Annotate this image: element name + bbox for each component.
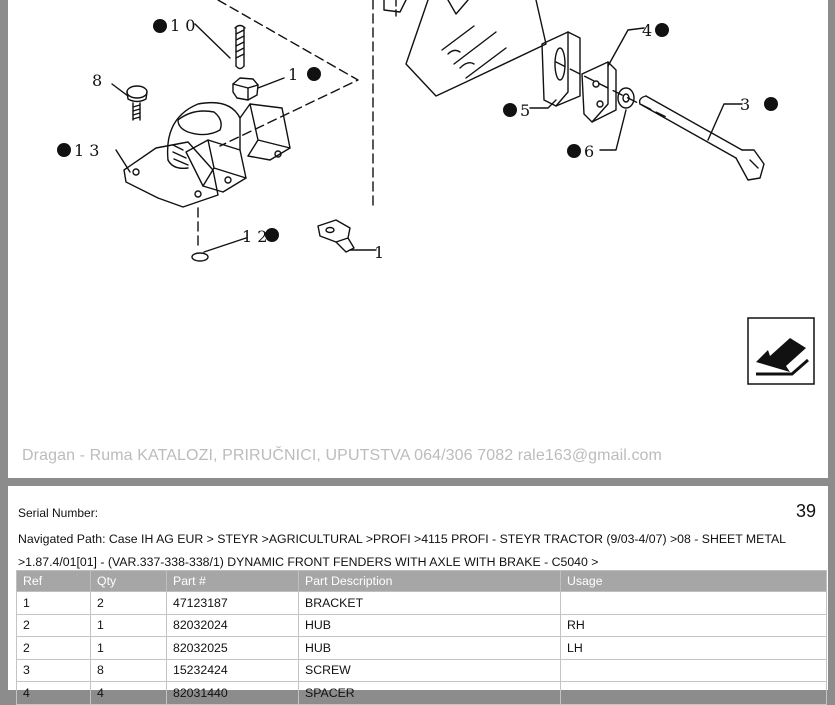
- callout-bullet: [307, 67, 321, 81]
- table-row: [17, 659, 827, 682]
- table-row: [17, 592, 827, 615]
- cell-part-number: 82032025: [167, 637, 299, 660]
- table-row: [17, 682, 827, 705]
- exploded-parts-diagram: [8, 0, 828, 478]
- table-row: [17, 614, 827, 637]
- plate-part: [582, 62, 616, 122]
- nut-part: [233, 78, 258, 100]
- cell-usage: [561, 659, 827, 682]
- cell-part-number: 47123187: [167, 592, 299, 615]
- washer-part: [618, 88, 634, 108]
- cell-ref: 4: [17, 682, 91, 705]
- page-number: 39: [795, 501, 816, 521]
- callout-1: 1: [288, 65, 299, 84]
- callout-8: 8: [92, 71, 103, 90]
- callout-5: 5: [520, 101, 531, 120]
- fender-bracket-part: [384, 0, 546, 96]
- cell-description: HUB: [299, 614, 561, 637]
- clip-part: [318, 220, 354, 252]
- column-header-description: Part Description: [299, 571, 561, 592]
- table-row: [17, 637, 827, 660]
- watermark-text: Dragan - Ruma KATALOZI, PRIRUČNICI, UPUTSTVA 064/306 7082 rale163@gmail.com: [22, 447, 662, 464]
- next-page-arrow-icon[interactable]: [748, 318, 814, 384]
- column-header-qty: Qty: [91, 571, 167, 592]
- cell-usage: RH: [561, 614, 827, 637]
- cell-description: HUB: [299, 637, 561, 660]
- cell-part-number: 15232424: [167, 659, 299, 682]
- drawing-panel: [8, 0, 828, 478]
- callout-bullet: [503, 103, 517, 117]
- callout-bullet: [567, 144, 581, 158]
- cell-usage: LH: [561, 637, 827, 660]
- cell-qty: 1: [91, 637, 167, 660]
- callout-6: 6: [584, 142, 595, 161]
- hub-part: [124, 103, 290, 207]
- cell-description: SPACER: [299, 682, 561, 705]
- cell-description: SCREW: [299, 659, 561, 682]
- cell-ref: 3: [17, 659, 91, 682]
- serial-number-label: Serial Number:: [18, 506, 99, 520]
- spacer-part: [542, 32, 580, 106]
- table-header-row: [17, 571, 827, 592]
- cell-part-number: 82032024: [167, 614, 299, 637]
- screw-part: [127, 86, 147, 120]
- column-header-part-number: Part #: [167, 571, 299, 592]
- cell-ref: 2: [17, 614, 91, 637]
- parts-table: [16, 570, 827, 705]
- stud-part: [235, 26, 245, 69]
- cell-qty: 1: [91, 614, 167, 637]
- cell-ref: 1: [17, 592, 91, 615]
- callout-bullet: [764, 97, 778, 111]
- column-header-ref: Ref: [17, 571, 91, 592]
- cell-qty: 8: [91, 659, 167, 682]
- callout-3: 3: [740, 95, 751, 114]
- callout-10: 1 0: [170, 16, 196, 35]
- callout-12: 1 2: [242, 227, 268, 246]
- cell-description: BRACKET: [299, 592, 561, 615]
- cell-qty: 2: [91, 592, 167, 615]
- cell-usage: [561, 592, 827, 615]
- callout-13: 1 3: [74, 141, 100, 160]
- callout-1-clip: 1: [374, 243, 385, 262]
- cell-qty: 4: [91, 682, 167, 705]
- callout-bullet: [655, 23, 669, 37]
- cell-ref: 2: [17, 637, 91, 660]
- callout-bullet: [153, 19, 167, 33]
- callout-bullet: [57, 143, 71, 157]
- navigated-path: Navigated Path: Case IH AG EUR > STEYR >AGRICULTURAL >PROFI >4115 PROFI - STEYR TRACTOR (9/03-4/07) >08 - SHEET METAL >1.87.4/01[01] - (VAR.337-338-338/1) DYNAMIC FRONT FENDERS WITH AXLE WITH BRAKE - C5040 >: [18, 532, 786, 569]
- parts-list-panel: [8, 486, 828, 700]
- cell-part-number: 82031440: [167, 682, 299, 705]
- column-header-usage: Usage: [561, 571, 827, 592]
- cell-usage: [561, 682, 827, 705]
- callout-4: 4: [642, 21, 653, 40]
